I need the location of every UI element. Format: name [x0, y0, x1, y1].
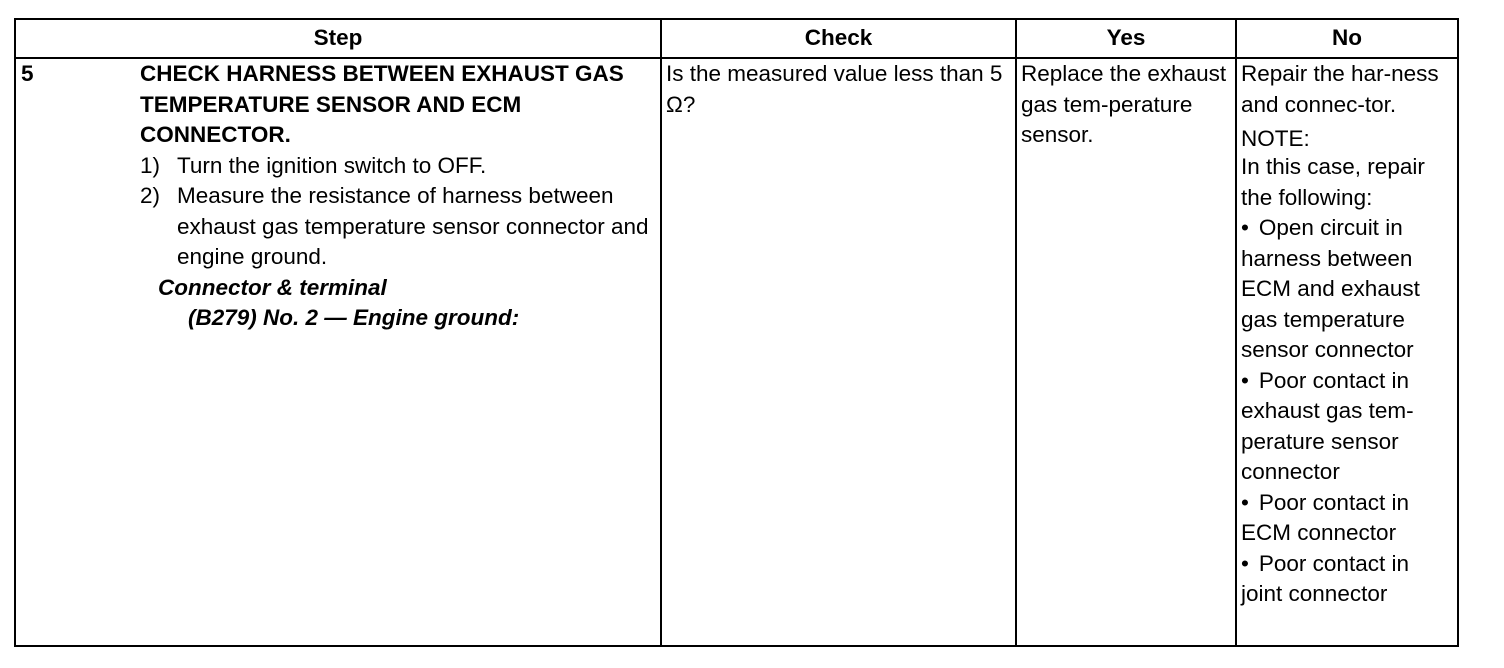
no-action-block: [1237, 59, 1457, 610]
bullet-icon: •: [1241, 367, 1249, 393]
repair-list-item: [1241, 488, 1453, 549]
note-text: In this case, repair the following:: [1241, 154, 1425, 210]
repair-list-item-text: Poor contact in ECM connector: [1241, 489, 1409, 545]
connector-heading: Connector & terminal: [158, 274, 387, 300]
header-no: No: [1236, 19, 1458, 58]
step-item-text: Turn the ignition switch to OFF.: [177, 152, 487, 178]
no-action-intro: Repair the har-ness and connec-tor.: [1241, 61, 1439, 117]
note-label: NOTE:: [1241, 126, 1310, 151]
step-item: [140, 151, 652, 182]
step-item-text: Measure the resistance of harness between exhaust gas temperature sensor connector and engine ground.: [177, 183, 649, 269]
step-list: [140, 151, 652, 273]
header-step: Step: [15, 19, 661, 58]
check-cell: [661, 58, 1016, 646]
connector-terminal: (B279) No. 2 — Engine ground:: [188, 305, 520, 330]
repair-list-item: [1241, 213, 1453, 366]
step-item: [140, 181, 652, 273]
check-question: Is the measured value less than 5 Ω?: [666, 61, 1003, 117]
bullet-icon: •: [1241, 215, 1249, 240]
step-body: [16, 59, 660, 334]
yes-action: Replace the exhaust gas tem-perature sensor.: [1021, 61, 1227, 147]
header-row: [15, 19, 1458, 58]
repair-list-item-text: Poor contact in exhaust gas tem-perature sensor connector: [1241, 367, 1414, 484]
header-check: Check: [661, 19, 1016, 58]
step-row: [15, 58, 1458, 646]
header-yes: Yes: [1016, 19, 1236, 58]
repair-list-item-text: Open circuit in harness between ECM and exhaust gas temperature sensor connector: [1241, 215, 1420, 362]
step-cell: [15, 58, 661, 646]
repair-list-item: [1241, 366, 1453, 488]
no-cell: [1236, 58, 1458, 646]
yes-cell: [1016, 58, 1236, 646]
repair-list-item: [1241, 549, 1453, 610]
diagnostic-table: [14, 18, 1459, 647]
bullet-icon: •: [1241, 489, 1249, 515]
step-item-number: 1): [140, 152, 161, 178]
step-item-number: 2): [140, 183, 161, 208]
repair-list-item-text: Poor contact in joint connector: [1241, 550, 1409, 606]
step-number: 5: [21, 61, 34, 86]
bullet-icon: •: [1241, 550, 1249, 576]
step-title: CHECK HARNESS BETWEEN EXHAUST GAS TEMPERATURE SENSOR AND ECM CONNECTOR.: [140, 61, 624, 147]
